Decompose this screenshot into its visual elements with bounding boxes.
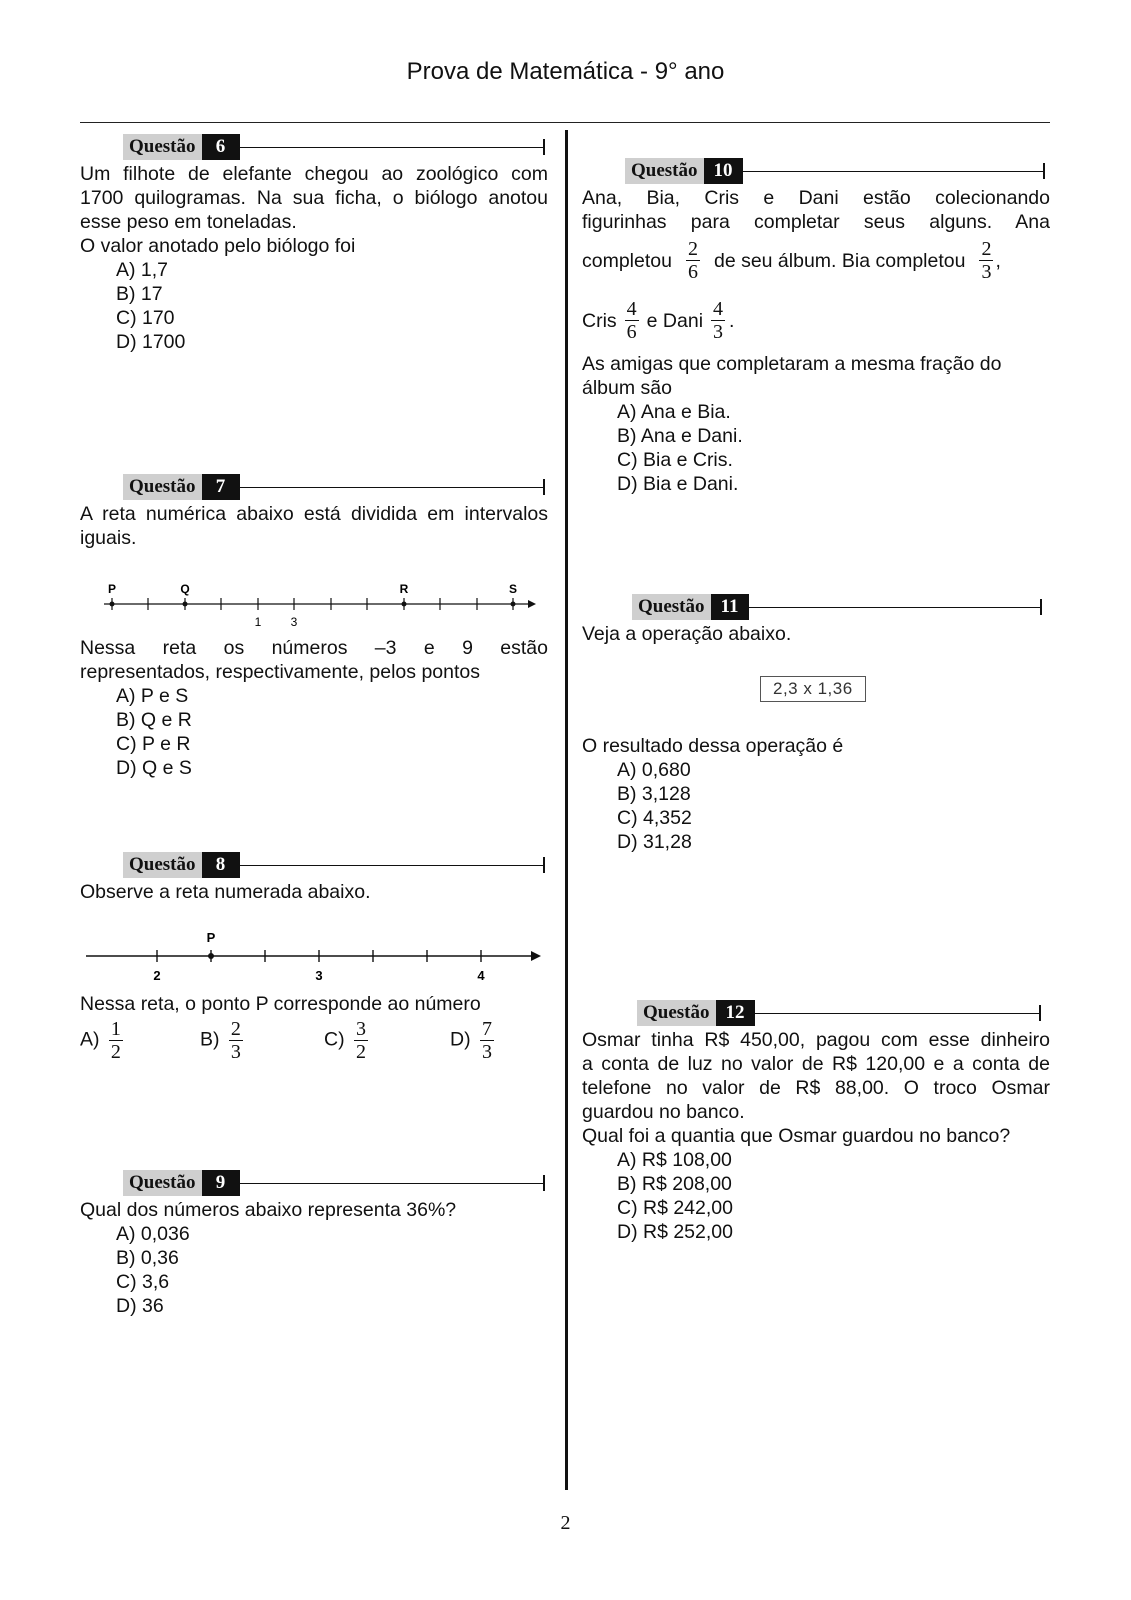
question-6-option-d[interactable]: D) 1700 xyxy=(116,331,186,353)
question-10-option-b[interactable]: B) Ana e Dani. xyxy=(617,425,743,447)
fraction xyxy=(229,1018,243,1063)
question-12-option-d[interactable]: D) R$ 252,00 xyxy=(617,1221,733,1243)
question-12-header xyxy=(637,1000,1041,1026)
question-6-option-a[interactable]: A) 1,7 xyxy=(116,259,169,281)
question-12-line-2: a conta de luz no valor de R$ 120,00 e a conta de xyxy=(582,1053,1050,1075)
question-7-after-line-2: representados, respectivamente, pelos pontos xyxy=(80,661,480,683)
question-10-line-2: figurinhas para completar seus alguns. Ana xyxy=(582,211,1050,233)
question-7-option-a[interactable]: A) P e S xyxy=(116,685,189,707)
question-8-text: Observe a reta numerada abaixo. xyxy=(80,881,371,903)
denominator: 3 xyxy=(230,1041,241,1063)
question-number: 8 xyxy=(202,852,240,878)
question-10-option-c[interactable]: C) Bia e Cris. xyxy=(617,449,733,471)
point-s-label: S xyxy=(508,582,518,596)
point-q-label: Q xyxy=(180,582,190,596)
header-line xyxy=(240,1183,546,1184)
question-11-header xyxy=(632,594,1042,620)
question-7-after-line-1: Nessa reta os números –3 e 9 estão xyxy=(80,637,548,659)
header-line xyxy=(240,487,546,488)
question-6-prompt: O valor anotado pelo biólogo foi xyxy=(80,235,356,257)
question-11-text: Veja a operação abaixo. xyxy=(582,623,792,645)
question-label: Questão xyxy=(123,134,202,160)
question-12-line-3: telefone no valor de R$ 88,00. O troco Osmar xyxy=(582,1077,1050,1099)
question-9-option-b[interactable]: B) 0,36 xyxy=(116,1247,179,1269)
fraction xyxy=(354,1018,368,1063)
question-label: Questão xyxy=(625,158,704,184)
text: de seu álbum. Bia completou xyxy=(713,249,966,272)
question-6-line-3: esse peso em toneladas. xyxy=(80,211,297,233)
point-p-dot xyxy=(110,602,115,607)
axis-arrow xyxy=(531,951,541,961)
question-number: 12 xyxy=(716,1000,755,1026)
point-p-label: P xyxy=(206,930,216,945)
denominator: 2 xyxy=(356,1041,366,1063)
option-letter: D) xyxy=(450,1028,471,1051)
point-q-dot xyxy=(183,602,188,607)
question-12-option-a[interactable]: A) R$ 108,00 xyxy=(617,1149,732,1171)
page-title: Prova de Matemática - 9° ano xyxy=(406,58,725,85)
numerator: 3 xyxy=(356,1018,366,1040)
question-12-option-b[interactable]: B) R$ 208,00 xyxy=(617,1173,732,1195)
column-divider xyxy=(565,130,568,1490)
fraction xyxy=(480,1018,494,1063)
question-number: 9 xyxy=(202,1170,240,1196)
question-9-text: Qual dos números abaixo representa 36%? xyxy=(80,1199,457,1221)
denominator: 2 xyxy=(110,1041,121,1063)
operation-box: 2,3 x 1,36 xyxy=(760,676,866,702)
question-11-option-c[interactable]: C) 4,352 xyxy=(617,807,692,829)
fraction-cris xyxy=(625,298,639,343)
question-10-header xyxy=(625,158,1045,184)
option-letter: A) xyxy=(80,1028,100,1051)
numerator: 2 xyxy=(230,1018,241,1040)
question-11-option-d[interactable]: D) 31,28 xyxy=(617,831,692,853)
axis-arrow xyxy=(528,600,536,608)
denominator: 3 xyxy=(981,261,992,283)
point-p-label: P xyxy=(107,582,117,596)
question-11-prompt: O resultado dessa operação é xyxy=(582,735,844,757)
question-6-line-1: Um filhote de elefante chegou ao zoológico com xyxy=(80,163,548,185)
page-number: 2 xyxy=(560,1512,571,1534)
question-label: Questão xyxy=(123,852,202,878)
denominator: 3 xyxy=(713,321,724,343)
denominator: 6 xyxy=(626,321,637,343)
question-6-line-2: 1700 quilogramas. Na sua ficha, o biólogo anotou xyxy=(80,187,548,209)
denominator: 3 xyxy=(482,1041,492,1063)
text: Cris xyxy=(582,309,617,332)
question-10-line-3 xyxy=(582,238,1052,283)
question-number: 6 xyxy=(202,134,240,160)
point-s-dot xyxy=(511,602,516,607)
question-label: Questão xyxy=(637,1000,716,1026)
question-8-header xyxy=(123,852,545,878)
point-p-dot xyxy=(208,953,214,959)
header-line xyxy=(743,171,1046,172)
text: completou xyxy=(582,249,672,272)
question-8-option-a[interactable] xyxy=(80,1018,127,1063)
question-12-prompt: Qual foi a quantia que Osmar guardou no banco? xyxy=(582,1125,1011,1147)
question-10-line-1: Ana, Bia, Cris e Dani estão colecionando xyxy=(582,187,1050,209)
header-line xyxy=(240,865,546,866)
fraction-ana xyxy=(686,238,700,283)
question-number: 7 xyxy=(202,474,240,500)
fraction xyxy=(109,1018,123,1063)
question-6-header xyxy=(123,134,545,160)
question-7-option-b[interactable]: B) Q e R xyxy=(116,709,192,731)
question-label: Questão xyxy=(123,1170,202,1196)
header-line xyxy=(755,1013,1042,1014)
question-8-option-b[interactable] xyxy=(200,1018,247,1063)
question-label: Questão xyxy=(123,474,202,500)
numerator: 4 xyxy=(713,298,724,320)
question-10-prompt-1: As amigas que completaram a mesma fração do xyxy=(582,353,1002,375)
question-7-line-1: A reta numérica abaixo está dividida em intervalos xyxy=(80,503,548,525)
title-rule xyxy=(80,122,1050,123)
question-10-option-d[interactable]: D) Bia e Dani. xyxy=(617,473,739,495)
tick-label-2: 2 xyxy=(153,968,161,983)
point-r-dot xyxy=(402,602,407,607)
question-label: Questão xyxy=(632,594,711,620)
numerator: 4 xyxy=(626,298,637,320)
question-9-option-c[interactable]: C) 3,6 xyxy=(116,1271,170,1293)
question-10-option-a[interactable]: A) Ana e Bia. xyxy=(617,401,731,423)
option-letter: B) xyxy=(200,1028,220,1051)
text: , xyxy=(995,249,1001,272)
question-11-option-a[interactable]: A) 0,680 xyxy=(617,759,691,781)
tick-label-3: 3 xyxy=(315,968,323,983)
header-line xyxy=(240,147,546,148)
question-10-prompt-2: álbum são xyxy=(582,377,672,399)
question-7-line-2: iguais. xyxy=(80,527,137,549)
question-8-option-c[interactable] xyxy=(324,1018,372,1063)
question-8-prompt: Nessa reta, o ponto P corresponde ao número xyxy=(80,993,481,1015)
numerator: 2 xyxy=(687,238,698,260)
number-line-q8 xyxy=(84,928,544,984)
numerator: 2 xyxy=(981,238,992,260)
tick-label-1: 1 xyxy=(254,615,262,629)
question-9-header xyxy=(123,1170,545,1196)
text: e Dani xyxy=(646,309,704,332)
tick-label-4: 4 xyxy=(477,968,485,983)
fraction-dani xyxy=(711,298,725,343)
question-12-line-1: Osmar tinha R$ 450,00, pagou com esse dinheiro xyxy=(582,1029,1050,1051)
question-10-line-4 xyxy=(582,298,734,343)
option-letter: C) xyxy=(324,1028,345,1051)
question-8-option-d[interactable] xyxy=(450,1018,498,1063)
point-r-label: R xyxy=(399,582,409,596)
fraction-bia xyxy=(979,238,993,283)
question-12-option-c[interactable]: C) R$ 242,00 xyxy=(617,1197,733,1219)
question-7-option-d[interactable]: D) Q e S xyxy=(116,757,192,779)
question-number: 11 xyxy=(711,594,749,620)
number-line-q7 xyxy=(100,580,540,630)
question-number: 10 xyxy=(704,158,743,184)
denominator: 6 xyxy=(687,261,698,283)
question-9-option-d[interactable]: D) 36 xyxy=(116,1295,164,1317)
question-9-option-a[interactable]: A) 0,036 xyxy=(116,1223,190,1245)
question-7-option-c[interactable]: C) P e R xyxy=(116,733,191,755)
question-11-option-b[interactable]: B) 3,128 xyxy=(617,783,691,805)
tick-label-3: 3 xyxy=(290,615,298,629)
numerator: 1 xyxy=(110,1018,121,1040)
question-6-option-b[interactable]: B) 17 xyxy=(116,283,163,305)
numerator: 7 xyxy=(482,1018,492,1040)
text: . xyxy=(729,309,735,332)
question-6-option-c[interactable]: C) 170 xyxy=(116,307,175,329)
header-line xyxy=(749,607,1043,608)
question-7-header xyxy=(123,474,545,500)
question-12-line-4: guardou no banco. xyxy=(582,1101,745,1123)
